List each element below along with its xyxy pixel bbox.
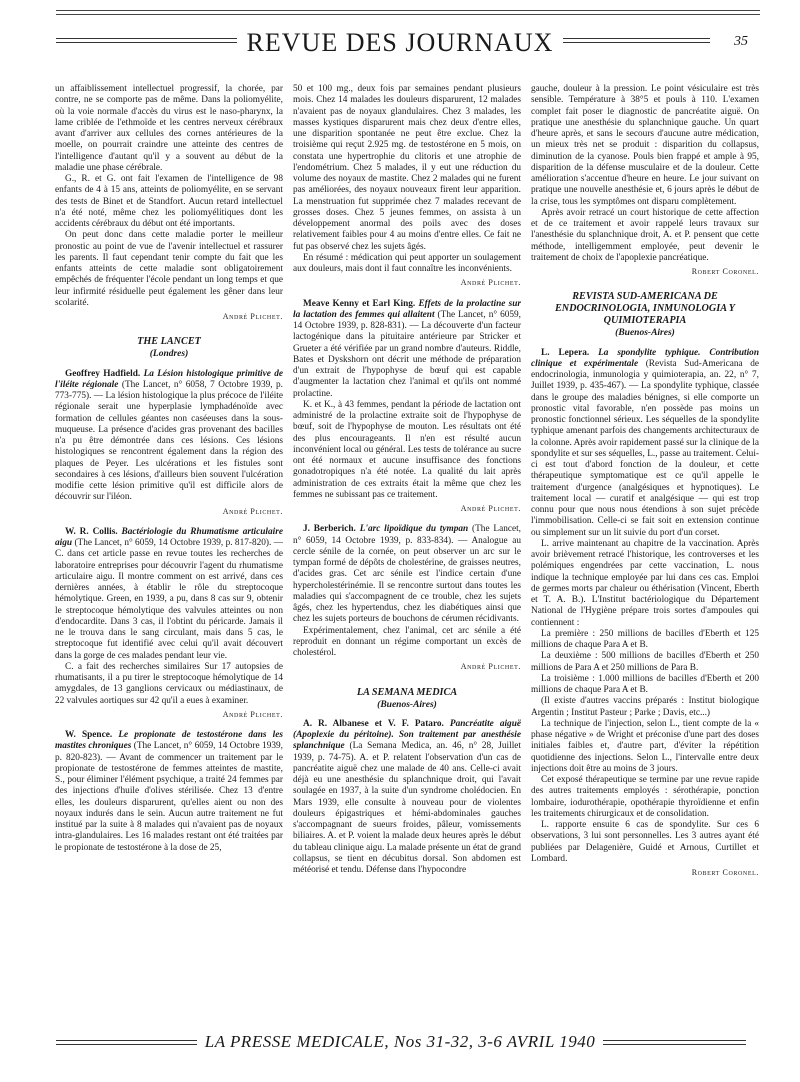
paragraph: C. a fait des recherches similaires Sur 17 autopsies de rhumatisants, il a pu tirer le streptocoque hémolytique de 14 amygdales, de 13 ganglions cervicaux ou médiastinaux, de 22 valvules aortiques sur 42 qu'il a eues à examiner.	[55, 661, 283, 706]
journal-title: REVUE DES JOURNAUX	[0, 28, 800, 58]
list-item: La troisième : 1.000 millions de bacilles d'Eberth et 200 millions de chaque Para A et B.	[531, 673, 759, 695]
author-signature: Robert Coronel.	[691, 267, 759, 276]
article-text: (La Semana Medica, an. 46, n° 28, Juillet 1939, p. 74-75). A. et P. relatent l'observation d'un cas de pancréatite aiguë chez une malade de 40 ans. Celle-ci avait déjà eu une anesthésie du splanchnique droit, qui l'avait soulagée en 1937, à la suite d'un syndrome cholédocien. En Mars 1939, elle consulte à nouveau pour de violentes douleurs épigastriques et hémi-abdominales gauches s'accompagnant de sueurs froides, pâleur, vomissements biliaires. A. et P. voient la malade deux heures après le début du tableau clinique aigu. La malade présente un état de grand collapsus, se tient en décubitus dorsal. Son abdomen est météorisé et tendu. Défense dans l'hypocondre	[293, 741, 521, 875]
article-text: (The Lancet, n° 6058, 7 Octobre 1939, p. 773-775). — La lésion histologique la plus précoce de l'iléite régionale serait une hyperplasie lymphadénoïde avec formation de cellules géantes non caséeuses dans la sous-muqueuse. La présence d'acides gras provenant des bacilles n'a pu être démontrée dans ces lésions. Ces lésions histologiques se rencontrent également dans la région des plaques de Peyer. Les ulcérations et les fistules sont secondaires à ces lésions, d'ailleurs bien souvent l'ulcération modifie cette lésion primitive qu'il est difficile alors de découvrir sur l'iléon.	[55, 379, 283, 503]
author-signature: André Plichet.	[222, 312, 283, 321]
page-header	[0, 24, 800, 58]
paragraph: gauche, douleur à la pression. Le point vésiculaire est très sensible. Température à 38°5 et pouls à 110. L'examen complet fait poser le diagnostic de pancréatite aiguë. On pratique une anesthésie du splanchnique gauche. Un quart d'heure après, et sans le secours d'aucune autre médication, un mieux très net se produit : disparition du collapsus, diminution de la cyanose. Pouls bien frappé et ample à 95, disparition de la défense musculaire et de la douleur. Cette amélioration s'accentue d'heure en heure. Le jour suivant on pratique une nouvelle anesthésie et, 6 jours après le début de la crise, tous les symptômes ont disparu complètement.	[531, 84, 759, 207]
author-signature: André Plichet.	[222, 506, 283, 516]
article	[293, 524, 521, 625]
paragraph: G., R. et G. ont fait l'examen de l'intelligence de 98 enfants de 4 à 15 ans, atteints de poliomyélite, en se servant des tests de Binet et de Standfort. Aucun retard intellectuel n'a été noté, même chez les poliomyélitiques dont les accidents cérébraux du début ont été importants.	[55, 174, 283, 229]
column-3	[531, 84, 759, 989]
article-title: La Lésion histologique primitive de l'iléite régionale	[55, 368, 283, 390]
article	[55, 369, 283, 504]
section-title: LA SEMANA MEDICA	[356, 686, 458, 698]
paragraph: Cet exposé thérapeutique se termine par une revue rapide des autres traitements employés : sérothérapie, ponction lombaire, iodurothérapie, opothérapie thyroïdienne et enfin les traitements chirurgicaux et de consolidation.	[531, 775, 759, 819]
list-item: (Il existe d'autres vaccins préparés : Institut biologique Argentin ; Institut Pasteur ; Parke ; Davis, etc...)	[531, 696, 759, 718]
article-text: (Revista Sud-Americana de endocrinologia, inmunologia y quimioterapia, an. 22, n° 7, Juillet 1939, p. 435-467). — La spondylite typhique, classée dans le groupe des maladies bénignes, si elle comporte un pronostic vital favorable, n'en possède pas moins un pronostic fonctionnel sérieux. Les séquelles de la spondylite typhique amenant parfois des changements architecturaux de la colonne. Après avoir rapidement passé sur la clinique de la spondylite et sur ses séquelles, L., passe au traitement. Celui-ci est tout d'abord fonction de la douleur, et cette thérapeutique symptomatique est ce qu'il appelle le traitement d'urgence (analgésiques et hypnotiques). Le traitement local — curatif et analgésique — qui est trop connu pour que nous nous étendions à son sujet précède l'immobilisation. Celle-ci se fait soit en extension continue ou simplement sur un lit suivie du port d'un corset.	[531, 358, 759, 538]
article-title: Pancréatite aiguë (Apoplexie du péritoine). Son traitement par anesthésie splanchnique	[293, 718, 521, 752]
column-2	[293, 84, 521, 989]
section-subtitle: (Buenos-Aires)	[377, 699, 437, 710]
article-author: Geoffrey Hadfield.	[65, 368, 141, 379]
paragraph: Après avoir retracé un court historique de cette affection et de ce traitement et avoir rappelé leurs travaux sur l'anesthésie du splanchnique droit, A. et P. pensent que cette méthode, intelligemment employée, peut devenir le traitement de choix de l'apoplexie pancréatique.	[531, 207, 759, 263]
section-subtitle: (Buenos-Aires)	[615, 328, 675, 339]
article-title: L'arc lipoïdique du tympan	[359, 524, 469, 535]
author-signature: André Plichet.	[222, 709, 283, 719]
article-author: W. R. Collis.	[65, 526, 118, 537]
page-footer	[0, 1032, 800, 1054]
author-signature: André Plichet.	[460, 278, 521, 288]
top-rule	[56, 10, 760, 11]
article	[531, 348, 759, 539]
top-rule-2	[56, 14, 760, 15]
article-author: J. Berberich.	[303, 524, 356, 535]
article-text: (The Lancet, n° 6059, 14 Octobre 1939, p. 820-823). — Avant de commencer un traitement par le propionate de testostérone de femmes atteintes de mastite, S., pour éliminer l'élément psychique, a traité 24 femmes par des injections d'huile d'olives stérilisée. Chez 13 d'entre elles, les douleurs disparurent, qu'elles aient ou non des noyaux indurés dans le sein. Aucun autre traitement ne fut institué par la suite à 8 malades qui n'avaient pas de noyaux intra-glandulaires. Les 16 malades restant ont été traitées par le propionate de testostérone à la dose de 25,	[55, 741, 283, 853]
author-signature: André Plichet.	[460, 662, 521, 672]
article-author: Meave Kenny et Earl King.	[303, 298, 416, 309]
list-item: La deuxième : 500 millions de bacilles d'Eberth et 250 millions de Para A et 250 millions de Para B.	[531, 651, 759, 673]
article-title: Le propionate de testostérone dans les mastites chroniques	[55, 730, 283, 752]
paragraph: un affaiblissement intellectuel progressif, la chorée, par contre, ne se comporte pas de même. Dans la poliomyélite, où la voie normale d'accès du virus est le naso-pharynx, la lame criblée de l'ethmoïde et les centres nerveux cérébraux avant d'arriver aux cellules des cornes antérieures de la moelle, on pourrait craindre une atteinte des centres de l'intelligence d'autant qu'il y a souvent au début de la maladie une phase cérébrale.	[55, 84, 283, 173]
publication-line: LA PRESSE MEDICALE, Nos 31-32, 3-6 AVRIL 1940	[0, 1032, 800, 1052]
article-author: L. Lepera.	[541, 347, 590, 358]
paragraph: Expérimentalement, chez l'animal, cet arc sénile a été reproduit en donnant un régime comportant un excès de cholestérol.	[293, 625, 521, 658]
article-text: (The Lancet, n° 6059, 14 Octobre 1939, p. 828-831). — La découverte d'un facteur lactogénique dans la pituitaire antérieure par Stricker et Grueter a été vérifiée par un grand nombre d'auteurs. Riddle, Bates et Dyskshorn ont décrit une méthode de préparation d'un extrait de l'hypophyse de bœuf qui est capable d'augmenter la lactation chez l'animal et qu'ils ont nommé prolactine.	[293, 309, 521, 399]
article	[293, 719, 521, 877]
list-item: La première : 250 millions de bacilles d'Eberth et 125 millions de chaque Para A et B.	[531, 628, 759, 650]
page-number: 35	[734, 34, 748, 49]
article-author: W. Spence.	[65, 730, 113, 740]
column-1	[55, 84, 283, 989]
article-text: (The Lancet, n° 6059, 14 Octobre 1939, p. 833-834). — Analogue au cercle sénile de la cornée, on peut observer un arc sur le tympan formé de dépôts de cholestérine, de graisses neutres, d'acides gras. Cet arc sénile est l'indice certain d'une hypercholestérinémie. Il se rencontre surtout dans toutes les maladies qui s'accompagnent de ce trouble, chez les sujets âgés, chez les hypertendus, chez les diabétiques ainsi que chez les sujets porteurs de bouchons de cérumen récidivants.	[293, 524, 521, 625]
paragraph: La technique de l'injection, selon L., tient compte de la « phase négative » de Wright et préconise d'une part des doses initiales faibles et, d'autre part, d'éviter la répétition quotidienne des injections. Selon L., l'intervalle entre deux injections doit être au moins de 3 jours.	[531, 718, 759, 774]
paragraph: L. arrive maintenant au chapitre de la vaccination. Après avoir brièvement retracé l'historique, les controverses et les polémiques engendrées par cette vaccination, L. nous indique la technique employée par lui dans ces cas. Emploi de germes morts par chaleur ou éthérisation (Vincent, Eberth et T. A. B.). L'Institut bactériologique du Département National de l'Hygiène prépare trois sortes d'ampoules qui contiennent :	[531, 538, 759, 628]
paragraph: 50 et 100 mg., deux fois par semaines pendant plusieurs mois. Chez 14 malades les douleurs disparurent, 12 malades n'avaient pas de noyaux glandulaires. Chez 3 malades, les masses kystiques disparurent mais chez deux d'entre elles, une disparition spontanée ne peut être exclue. Chez la troisième qui reçut 2.925 mg. de testostérone en 5 mois, on constata une hypertrophie du clitoris et une atrophie de l'endométrium. Chez 5 malades, il y eut une réduction du volume des noyaux de mastite. Chez 2 malades qui ne furent pas améliorées, des noyaux nouveaux firent leur apparition. La menstruation fut supprimée chez 7 malades recevant de grosses doses. Chez 5 jeunes femmes, on assista à un développement anormal des poils avec des doses relativement faibles pour 4 au moins d'entre elles. Ce fait ne fut pas observé chez les sujets âgés.	[293, 84, 521, 252]
paragraph: L. rapporte ensuite 6 cas de spondylite. Sur ces 6 observations, 3 lui sont personnelles. Les 3 autres ayant été publiées par Delagenière, Guidé et Arnous, Curtillet et Lombard.	[531, 820, 759, 864]
section-title: REVISTA SUD-AMERICANA DE ENDOCRINOLOGIA, INMUNOLOGIA Y QUIMIOTERAPIA	[554, 291, 736, 327]
article-title: Bactériologie du Rhumatisme articulaire aigu	[55, 526, 283, 548]
author-signature: André Plichet.	[460, 504, 521, 513]
article-title: La spondylite typhique. Contribution clinique et expérimentale	[531, 347, 759, 369]
section-title: THE LANCET	[137, 336, 201, 348]
paragraph: K. et K., à 43 femmes, pendant la période de lactation ont administré de la prolactine extraite soit de l'hypophyse de bœuf, soit de l'hypophyse de mouton. Les résultats ont été des plus encourageants. Il n'en est résulté aucun inconvénient local ou général. Les tests de tolérance au sucre ont été normaux et aucune insuffisance des fonctions gonadotropiques n'a été notée. La qualité du lait après administration de ces extraits était la même que chez les femmes ne subissant pas ce traitement.	[293, 399, 521, 500]
article	[55, 527, 283, 662]
section-subtitle: (Londres)	[149, 349, 189, 360]
article-columns	[55, 84, 761, 989]
article-text: (The Lancet, n° 6059, 14 Octobre 1939, p. 817-820). — C. dans cet article passe en revue toutes les recherches de laboratoire entreprises pour découvrir l'agent du rhumatisme articulaire aigu. Il montre comment on est arrivé, dans ces dernières années, à établir le rôle du streptocoque hémolytique. Green, en 1939, a pu, dans 8 cas sur 9, obtenir le streptocoque hémolytique des valvules atteintes ou non d'endocardite. Dans 3 cas, il l'obtint du péricarde. Jamais il ne le trouva dans le sang circulant, mais dans 5 cas, le streptocoque fut identifié avec celui qu'il avait découvert dans la gorge de ces malades pendant leur vie.	[55, 538, 283, 661]
article	[55, 730, 283, 854]
paragraph: En résumé : médication qui peut apporter un soulagement aux douleurs, mais dont il faut connaître les inconvénients.	[293, 252, 521, 274]
article	[293, 299, 521, 400]
article-author: A. R. Albanese et V. F. Pataro.	[303, 718, 444, 729]
paragraph: On peut donc dans cette maladie porter le meilleur pronostic au point de vue de l'avenir intellectuel et rassurer les parents. Il faut cependant tenir compte du fait que les enfants atteints de cette maladie sont obligatoirement empêchés de fréquenter l'école pendant un long temps et que leur infirmité résiduelle peut également les gêner dans leur scolarité.	[55, 230, 283, 308]
author-signature: Robert Coronel.	[691, 868, 759, 877]
article-title: Effets de la prolactine sur la lactation des femmes qui allaitent	[293, 298, 521, 320]
